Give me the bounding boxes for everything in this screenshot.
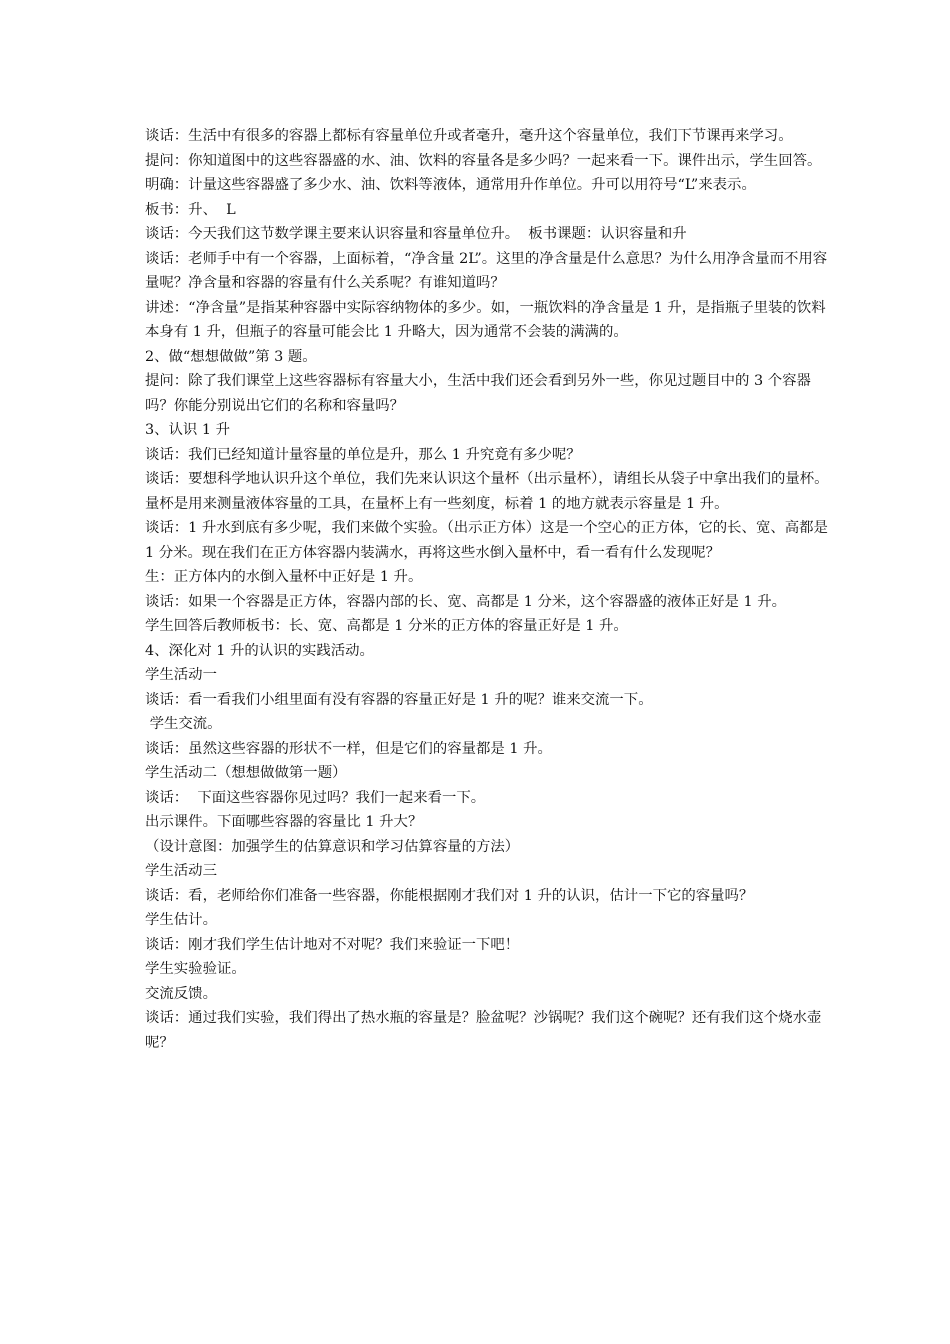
- paragraph: 谈话：刚才我们学生估计地对不对呢？我们来验证一下吧！: [145, 936, 520, 953]
- paragraph: 学生回答后教师板书：长、宽、高都是 1 分米的正方体的容量正好是 1 升。: [145, 618, 628, 634]
- paragraph: 谈话： 下面这些容器你见过吗？我们一起来看一下。: [145, 789, 486, 806]
- section-heading: 3、认识 1 升: [145, 422, 231, 438]
- paragraph: 谈话：通过我们实验，我们得出了热水瓶的容量是？脸盆呢？沙锅呢？我们这个碗呢？还有我们这个烧水壶呢？: [145, 1010, 822, 1051]
- paragraph: 谈话：1 升水到底有多少呢，我们来做个实验。（出示正方体）这是一个空心的正方体，它的长、宽、高都是 1 分米。现在我们在正方体容器内装满水，再将这些水倒入量杯中，看一看有什么发现呢？: [145, 520, 833, 561]
- paragraph: 提问：除了我们课堂上这些容器标有容量大小，生活中我们还会看到另外一些，你见过题目中的 3 个容器吗？你能分别说出它们的名称和容量吗？: [145, 373, 811, 414]
- paragraph: 明确：计量这些容器盛了多少水、油、饮料等液体，通常用升作单位。升可以用符号“L”来表示。: [145, 177, 756, 193]
- paragraph: 学生交流。: [145, 716, 222, 732]
- paragraph: 谈话：老师手中有一个容器，上面标着，“净含量 2L”。这里的净含量是什么意思？为什么用净含量而不用容量呢？净含量和容器的容量有什么关系呢？有谁知道吗？: [145, 250, 828, 291]
- paragraph: 学生实验验证。: [145, 961, 246, 977]
- paragraph: （设计意图：加强学生的估算意识和学习估算容量的方法）: [145, 838, 520, 855]
- paragraph: 学生估计。: [145, 912, 217, 928]
- paragraph: 谈话：我们已经知道计量容量的单位是升，那么 1 升究竟有多少呢？: [145, 446, 581, 463]
- paragraph: 出示课件。下面哪些容器的容量比 1 升大？: [145, 814, 423, 830]
- paragraph: 谈话：虽然这些容器的形状不一样，但是它们的容量都是 1 升。: [145, 740, 552, 757]
- section-heading: 2、做“想想做做”第 3 题。: [145, 348, 317, 365]
- paragraph: 谈话：生活中有很多的容器上都标有容量单位升或者毫升，毫升这个容量单位，我们下节课再来学习。: [145, 128, 793, 144]
- document-body: [145, 124, 835, 1055]
- paragraph: 交流反馈。: [145, 985, 217, 1002]
- subsection-heading: 学生活动三: [145, 863, 217, 879]
- paragraph: 谈话：要想科学地认识升这个单位，我们先来认识这个量杯（出示量杯），请组长从袋子中拿出我们的量杯。量杯是用来测量液体容量的工具，在量杯上有一些刻度，标着 1 的地方就表示容量是 1 升。: [145, 471, 829, 512]
- paragraph: 提问：你知道图中的这些容器盛的水、油、饮料的容量各是多少吗？一起来看一下。课件出示，学生回答。: [145, 152, 822, 169]
- paragraph: 讲述：“净含量”是指某种容器中实际容纳物体的多少。如，一瓶饮料的净含量是 1 升，是指瓶子里装的饮料本身有 1 升，但瓶子的容量可能会比 1 升略大，因为通常不会装的满满的。: [145, 299, 826, 340]
- paragraph: 谈话：看一看我们小组里面有没有容器的容量正好是 1 升的呢？谁来交流一下。: [145, 691, 653, 708]
- paragraph: 谈话：今天我们这节数学课主要来认识容量和容量单位升。 板书课题：认识容量和升: [145, 226, 687, 242]
- paragraph: 谈话：看，老师给你们准备一些容器，你能根据刚才我们对 1 升的认识，估计一下它的容量吗？: [145, 887, 754, 904]
- paragraph: 生：正方体内的水倒入量杯中正好是 1 升。: [145, 569, 423, 585]
- paragraph: 板书：升、 L: [145, 201, 236, 218]
- section-heading: 4、深化对 1 升的认识的实践活动。: [145, 642, 374, 659]
- paragraph: 谈话：如果一个容器是正方体，容器内部的长、宽、高都是 1 分米，这个容器盛的液体正好是 1 升。: [145, 593, 787, 610]
- subsection-heading: 学生活动二（想想做做第一题）: [145, 765, 347, 781]
- subsection-heading: 学生活动一: [145, 667, 217, 683]
